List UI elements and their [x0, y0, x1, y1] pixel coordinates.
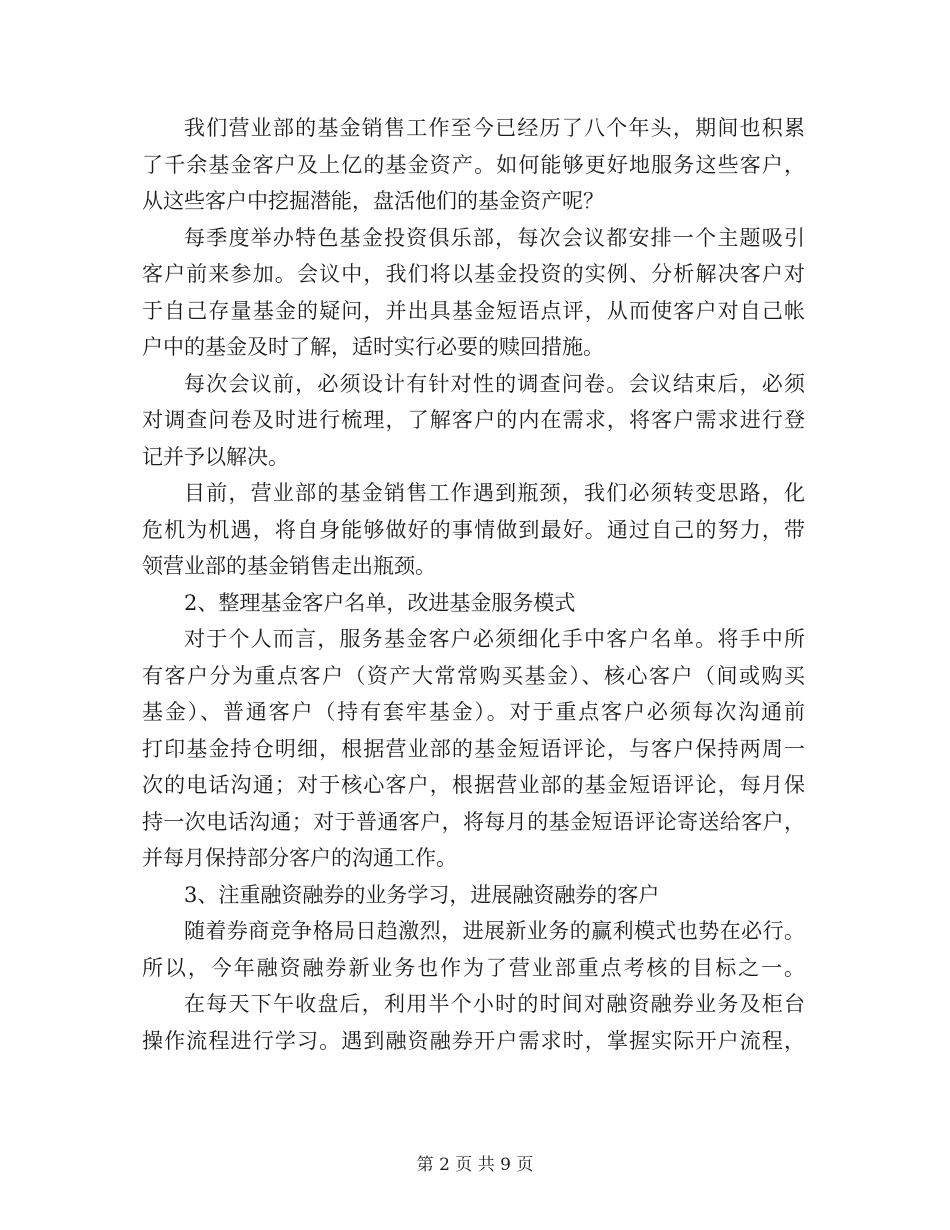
- paragraph-line: 打印基金持仓明细，根据营业部的基金短语评论，与客户保持两周一: [142, 736, 805, 761]
- document-body: [142, 110, 805, 1059]
- paragraph-line: 了千余基金客户及上亿的基金资产。如何能够更好地服务这些客户，: [142, 152, 805, 177]
- paragraph: [142, 110, 805, 220]
- paragraph-line: 次的电话沟通；对于核心客户，根据营业部的基金短语评论，每月保: [142, 773, 805, 797]
- section-heading-text: 3、注重融资融券的业务学习，进展融资融券的客户: [184, 882, 660, 907]
- paragraph-line: 每次会议前，必须设计有针对性的调查问卷。会议结束后，必须: [184, 371, 805, 396]
- paragraph: [142, 621, 805, 877]
- paragraph-line: 目前，营业部的基金销售工作遇到瓶颈，我们必须转变思路，化: [184, 481, 805, 505]
- paragraph-line: 基金）、普通客户（持有套牢基金）。对于重点客户必须每次沟通前: [142, 700, 805, 724]
- paragraph-line: 对调查问卷及时进行梳理，了解客户的内在需求，将客户需求进行登: [142, 408, 805, 432]
- paragraph-line: 危机为机遇，将自身能够做好的事情做到最好。通过自己的努力，带: [142, 517, 805, 542]
- paragraph-line: 有客户分为重点客户（资产大常常购买基金）、核心客户（间或购买: [142, 663, 805, 688]
- paragraph-line: 于自己存量基金的疑问，并出具基金短语点评，从而使客户对自己帐: [142, 298, 805, 323]
- section-heading: [142, 585, 805, 622]
- paragraph: [142, 913, 805, 986]
- paragraph-line: 对于个人而言，服务基金客户必须细化手中客户名单。将手中所: [184, 627, 805, 651]
- paragraph-line: 客户前来参加。会议中，我们将以基金投资的实例、分析解决客户对: [142, 262, 805, 286]
- paragraph-line: 在每天下午收盘后，利用半个小时的时间对融资融券业务及柜台: [184, 992, 805, 1016]
- paragraph: [142, 366, 805, 476]
- paragraph-line: 并每月保持部分客户的沟通工作。: [142, 846, 457, 870]
- section-heading-text: 2、整理基金客户名单，改进基金服务模式: [184, 590, 576, 615]
- paragraph-line: 我们营业部的基金销售工作至今已经历了八个年头，期间也积累: [184, 116, 805, 140]
- page-footer: [0, 1153, 950, 1177]
- paragraph-line: 领营业部的基金销售走出瓶颈。: [142, 554, 436, 578]
- paragraph-line: 户中的基金及时了解，适时实行必要的赎回措施。: [142, 335, 604, 359]
- paragraph: [142, 475, 805, 585]
- paragraph-line: 从这些客户中挖掘潜能，盘活他们的基金资产呢？: [142, 189, 604, 213]
- paragraph-line: 所以，今年融资融券新业务也作为了营业部重点考核的目标之一。: [142, 955, 805, 980]
- paragraph-line: 随着券商竞争格局日趋激烈，进展新业务的赢利模式也势在必行。: [184, 919, 805, 943]
- paragraph-line: 操作流程进行学习。遇到融资融券开户需求时，掌握实际开户流程，: [142, 1028, 805, 1053]
- section-heading: [142, 877, 805, 914]
- paragraph-line: 每季度举办特色基金投资俱乐部，每次会议都安排一个主题吸引: [184, 225, 805, 250]
- paragraph-line: 持一次电话沟通；对于普通客户，将每月的基金短语评论寄送给客户，: [142, 809, 805, 834]
- paragraph-line: 记并予以解决。: [142, 444, 289, 469]
- page-number-label: 第 2 页 共 9 页: [416, 1155, 534, 1175]
- paragraph: [142, 986, 805, 1059]
- paragraph: [142, 220, 805, 366]
